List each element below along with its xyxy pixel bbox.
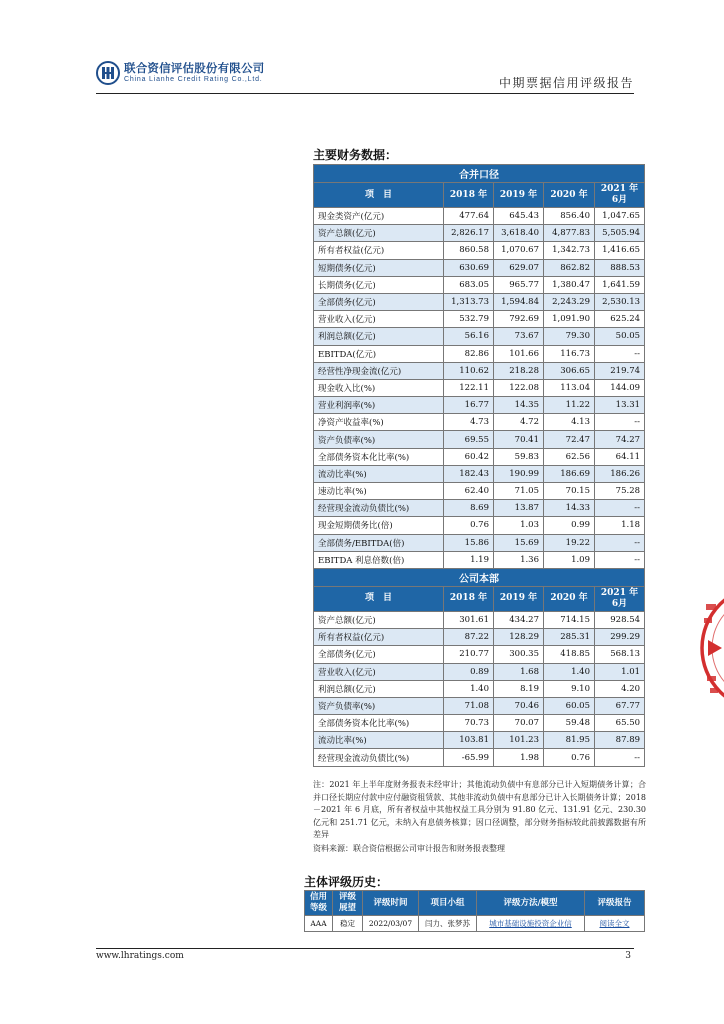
- table-row: [314, 517, 645, 534]
- header-item: 项 目: [314, 183, 444, 208]
- cell-value: 79.30: [544, 328, 595, 345]
- cell-value: 14.33: [544, 500, 595, 517]
- rating-method-link[interactable]: 城市基础设施投资企业信: [477, 916, 585, 932]
- cell-value: 122.11: [444, 379, 494, 396]
- cell-value: 1,070.67: [494, 242, 544, 259]
- cell-value: 65.50: [595, 715, 645, 732]
- cell-value: 71.08: [444, 697, 494, 714]
- cell-value: 87.22: [444, 629, 494, 646]
- header-2021h1: 2021 年 6月: [595, 183, 645, 208]
- consolidated-financial-table: [313, 164, 645, 767]
- cell-value: 87.89: [595, 732, 645, 749]
- cell-value: 1.01: [595, 663, 645, 680]
- header-date: 评级时间: [363, 891, 419, 916]
- cell-value: --: [595, 534, 645, 551]
- cell-value: 15.86: [444, 534, 494, 551]
- cell-value: 72.47: [544, 431, 595, 448]
- table-row: [314, 311, 645, 328]
- cell-value: 630.69: [444, 259, 494, 276]
- cell-value: -65.99: [444, 749, 494, 766]
- header-report: 评级报告: [585, 891, 645, 916]
- table-row: [314, 431, 645, 448]
- cell-value: 683.05: [444, 276, 494, 293]
- row-label: 速动比率(%): [314, 483, 444, 500]
- row-label: 营业收入(亿元): [314, 311, 444, 328]
- cell-value: 82.86: [444, 345, 494, 362]
- cell-value: 1.19: [444, 551, 494, 568]
- cell-value: 418.85: [544, 646, 595, 663]
- cell-value: 1,594.84: [494, 293, 544, 310]
- cell-value: 300.35: [494, 646, 544, 663]
- cell-value: 70.46: [494, 697, 544, 714]
- company-seal-stamp: [698, 578, 724, 718]
- header-item: 项 目: [314, 586, 444, 611]
- cell-value: 70.07: [494, 715, 544, 732]
- cell-value: 190.99: [494, 465, 544, 482]
- cell-value: 9.10: [544, 680, 595, 697]
- row-label: 长期债务(亿元): [314, 276, 444, 293]
- cell-value: 4.73: [444, 414, 494, 431]
- cell-value: 60.05: [544, 697, 595, 714]
- cell-value: 856.40: [544, 208, 595, 225]
- table-row: [314, 397, 645, 414]
- cell-value: 4.13: [544, 414, 595, 431]
- row-label: 营业利润率(%): [314, 397, 444, 414]
- cell-value: 4.20: [595, 680, 645, 697]
- table-row: [314, 732, 645, 749]
- cell-value: 1.03: [494, 517, 544, 534]
- rating-date: 2022/03/07: [363, 916, 419, 932]
- row-label: EBITDA 利息倍数(倍): [314, 551, 444, 568]
- cell-value: 2,243.29: [544, 293, 595, 310]
- cell-value: 103.81: [444, 732, 494, 749]
- cell-value: 186.26: [595, 465, 645, 482]
- row-label: 经营现金流动负债比(%): [314, 749, 444, 766]
- cell-value: 568.13: [595, 646, 645, 663]
- cell-value: 70.73: [444, 715, 494, 732]
- table-row: [314, 259, 645, 276]
- cell-value: 629.07: [494, 259, 544, 276]
- table-row: [314, 362, 645, 379]
- lianhe-logo-icon: [96, 61, 120, 85]
- table-row: [314, 749, 645, 766]
- cell-value: 62.40: [444, 483, 494, 500]
- document-title: 中期票据信用评级报告: [498, 76, 634, 90]
- table-row: [314, 500, 645, 517]
- rating-history-title: 主体评级历史：: [304, 875, 389, 889]
- row-label: 所有者权益(亿元): [314, 629, 444, 646]
- table-row: [314, 465, 645, 482]
- header-2018: 2018 年: [444, 183, 494, 208]
- cell-value: 70.15: [544, 483, 595, 500]
- cell-value: 8.19: [494, 680, 544, 697]
- cell-value: 1,380.47: [544, 276, 595, 293]
- cell-value: 0.89: [444, 663, 494, 680]
- cell-value: 434.27: [494, 611, 544, 628]
- cell-value: 301.61: [444, 611, 494, 628]
- table-row: [314, 414, 645, 431]
- cell-value: 113.04: [544, 379, 595, 396]
- header-2018: 2018 年: [444, 586, 494, 611]
- table-row: [314, 328, 645, 345]
- cell-value: 0.76: [544, 749, 595, 766]
- header-2020: 2020 年: [544, 586, 595, 611]
- cell-value: 1.36: [494, 551, 544, 568]
- cell-value: 64.11: [595, 448, 645, 465]
- consolidated-band: 合并口径: [314, 165, 645, 183]
- cell-value: 62.56: [544, 448, 595, 465]
- table-row: [314, 208, 645, 225]
- table-row: [314, 534, 645, 551]
- cell-value: 186.69: [544, 465, 595, 482]
- header-2019: 2019 年: [494, 183, 544, 208]
- cell-value: 101.23: [494, 732, 544, 749]
- cell-value: 299.29: [595, 629, 645, 646]
- row-label: 全部债务资本化比率(%): [314, 715, 444, 732]
- cell-value: 1.98: [494, 749, 544, 766]
- cell-value: 714.15: [544, 611, 595, 628]
- row-label: 资产负债率(%): [314, 697, 444, 714]
- header-2021h1: 2021 年 6月: [595, 586, 645, 611]
- table-row: [314, 611, 645, 628]
- cell-value: 1,416.65: [595, 242, 645, 259]
- table-row: [314, 646, 645, 663]
- cell-value: 306.65: [544, 362, 595, 379]
- cell-value: 862.82: [544, 259, 595, 276]
- table-row: [314, 345, 645, 362]
- company-name-en: China Lianhe Credit Rating Co.,Ltd.: [124, 76, 263, 83]
- cell-value: 1.09: [544, 551, 595, 568]
- project-team: 闫力、张梦苏: [419, 916, 477, 932]
- cell-value: 1.18: [595, 517, 645, 534]
- rating-history-table: [304, 890, 645, 932]
- cell-value: 69.55: [444, 431, 494, 448]
- cell-value: 16.77: [444, 397, 494, 414]
- row-label: 全部债务(亿元): [314, 293, 444, 310]
- cell-value: 73.67: [494, 328, 544, 345]
- cell-value: 15.69: [494, 534, 544, 551]
- cell-value: 81.95: [544, 732, 595, 749]
- table-row: [314, 697, 645, 714]
- row-label: 营业收入(亿元): [314, 663, 444, 680]
- row-label: 经营现金流动负债比(%): [314, 500, 444, 517]
- cell-value: 219.74: [595, 362, 645, 379]
- cell-value: 645.43: [494, 208, 544, 225]
- cell-value: 59.83: [494, 448, 544, 465]
- page-number: 3: [625, 951, 631, 961]
- financial-data-title: 主要财务数据：: [313, 148, 398, 162]
- table-row: [314, 242, 645, 259]
- row-label: 经营性净现金流(亿元): [314, 362, 444, 379]
- header-method: 评级方法/模型: [477, 891, 585, 916]
- rating-value: AAA: [305, 916, 333, 932]
- table-row: [314, 629, 645, 646]
- cell-value: 13.31: [595, 397, 645, 414]
- table-row: [314, 483, 645, 500]
- cell-value: 1.68: [494, 663, 544, 680]
- cell-value: 144.09: [595, 379, 645, 396]
- footer-url[interactable]: www.lhratings.com: [96, 951, 184, 961]
- row-label: 所有者权益(亿元): [314, 242, 444, 259]
- cell-value: 625.24: [595, 311, 645, 328]
- table-row: [314, 225, 645, 242]
- cell-value: 792.69: [494, 311, 544, 328]
- company-name-cn: 联合资信评估股份有限公司: [124, 61, 265, 75]
- company-logo: [96, 61, 264, 85]
- cell-value: 14.35: [494, 397, 544, 414]
- table-row: [314, 293, 645, 310]
- header-2020: 2020 年: [544, 183, 595, 208]
- cell-value: --: [595, 749, 645, 766]
- cell-value: 4,877.83: [544, 225, 595, 242]
- cell-value: 70.41: [494, 431, 544, 448]
- row-label: 全部债务(亿元): [314, 646, 444, 663]
- cell-value: 75.28: [595, 483, 645, 500]
- cell-value: 965.77: [494, 276, 544, 293]
- cell-value: 477.64: [444, 208, 494, 225]
- header-rating: 信用等级: [305, 891, 333, 916]
- outlook-value: 稳定: [333, 916, 363, 932]
- cell-value: 19.22: [544, 534, 595, 551]
- cell-value: 122.08: [494, 379, 544, 396]
- cell-value: 110.62: [444, 362, 494, 379]
- row-label: 全部债务/EBITDA(倍): [314, 534, 444, 551]
- header-team: 项目小组: [419, 891, 477, 916]
- row-label: 资产负债率(%): [314, 431, 444, 448]
- table-row: [314, 276, 645, 293]
- row-label: 利润总额(亿元): [314, 328, 444, 345]
- row-label: 全部债务资本化比率(%): [314, 448, 444, 465]
- row-label: 现金类资产(亿元): [314, 208, 444, 225]
- cell-value: 50.05: [595, 328, 645, 345]
- cell-value: 0.76: [444, 517, 494, 534]
- cell-value: --: [595, 414, 645, 431]
- cell-value: 1.40: [544, 663, 595, 680]
- cell-value: 101.66: [494, 345, 544, 362]
- cell-value: 1,641.59: [595, 276, 645, 293]
- cell-value: 860.58: [444, 242, 494, 259]
- read-report-link[interactable]: 阅读全文: [585, 916, 645, 932]
- cell-value: 1,091.90: [544, 311, 595, 328]
- cell-value: 3,618.40: [494, 225, 544, 242]
- cell-value: 74.27: [595, 431, 645, 448]
- cell-value: 1,342.73: [544, 242, 595, 259]
- cell-value: 182.43: [444, 465, 494, 482]
- table-row: [314, 551, 645, 568]
- cell-value: 4.72: [494, 414, 544, 431]
- cell-value: 2,826.17: [444, 225, 494, 242]
- table-row: [314, 663, 645, 680]
- cell-value: --: [595, 500, 645, 517]
- table-row: [314, 379, 645, 396]
- header-2019: 2019 年: [494, 586, 544, 611]
- row-label: 利润总额(亿元): [314, 680, 444, 697]
- row-label: 现金收入比(%): [314, 379, 444, 396]
- parent-band: 公司本部: [314, 568, 645, 586]
- cell-value: 11.22: [544, 397, 595, 414]
- row-label: EBITDA(亿元): [314, 345, 444, 362]
- cell-value: 285.31: [544, 629, 595, 646]
- cell-value: 1,047.65: [595, 208, 645, 225]
- cell-value: 218.28: [494, 362, 544, 379]
- cell-value: 1,313.73: [444, 293, 494, 310]
- cell-value: 928.54: [595, 611, 645, 628]
- cell-value: --: [595, 551, 645, 568]
- row-label: 流动比率(%): [314, 732, 444, 749]
- row-label: 资产总额(亿元): [314, 225, 444, 242]
- cell-value: 60.42: [444, 448, 494, 465]
- cell-value: 888.53: [595, 259, 645, 276]
- table-footnote: 注：2021 年上半年度财务报表未经审计；其他流动负债中有息部分已计入短期债务计算；合并口径长期应付款中应付融资租赁款、其他非流动负债中有息部分已计入长期债务计算；2018－2021 年 6 月底，所有者权益中其他权益工具分别为 91.80 亿元、131.91 亿元、230.30 亿元和 251.71 亿元，未纳入有息债务核算；因口径调整，部分财务指标较此前披露数据有所差异: [313, 780, 646, 839]
- row-label: 现金短期债务比(倍): [314, 517, 444, 534]
- cell-value: 116.73: [544, 345, 595, 362]
- header-divider: [96, 93, 634, 94]
- cell-value: 2,530.13: [595, 293, 645, 310]
- table-row: [314, 680, 645, 697]
- cell-value: 67.77: [595, 697, 645, 714]
- cell-value: --: [595, 345, 645, 362]
- cell-value: 128.29: [494, 629, 544, 646]
- cell-value: 56.16: [444, 328, 494, 345]
- cell-value: 71.05: [494, 483, 544, 500]
- cell-value: 1.40: [444, 680, 494, 697]
- cell-value: 8.69: [444, 500, 494, 517]
- row-label: 净资产收益率(%): [314, 414, 444, 431]
- row-label: 资产总额(亿元): [314, 611, 444, 628]
- footer-divider: [96, 948, 634, 949]
- cell-value: 13.87: [494, 500, 544, 517]
- row-label: 流动比率(%): [314, 465, 444, 482]
- cell-value: 210.77: [444, 646, 494, 663]
- cell-value: 532.79: [444, 311, 494, 328]
- table-row: [314, 715, 645, 732]
- row-label: 短期债务(亿元): [314, 259, 444, 276]
- cell-value: 5,505.94: [595, 225, 645, 242]
- cell-value: 59.48: [544, 715, 595, 732]
- cell-value: 0.99: [544, 517, 595, 534]
- table-row: [314, 448, 645, 465]
- data-source: 资料来源：联合资信根据公司审计报告和财务报表整理: [313, 844, 505, 853]
- header-outlook: 评级展望: [333, 891, 363, 916]
